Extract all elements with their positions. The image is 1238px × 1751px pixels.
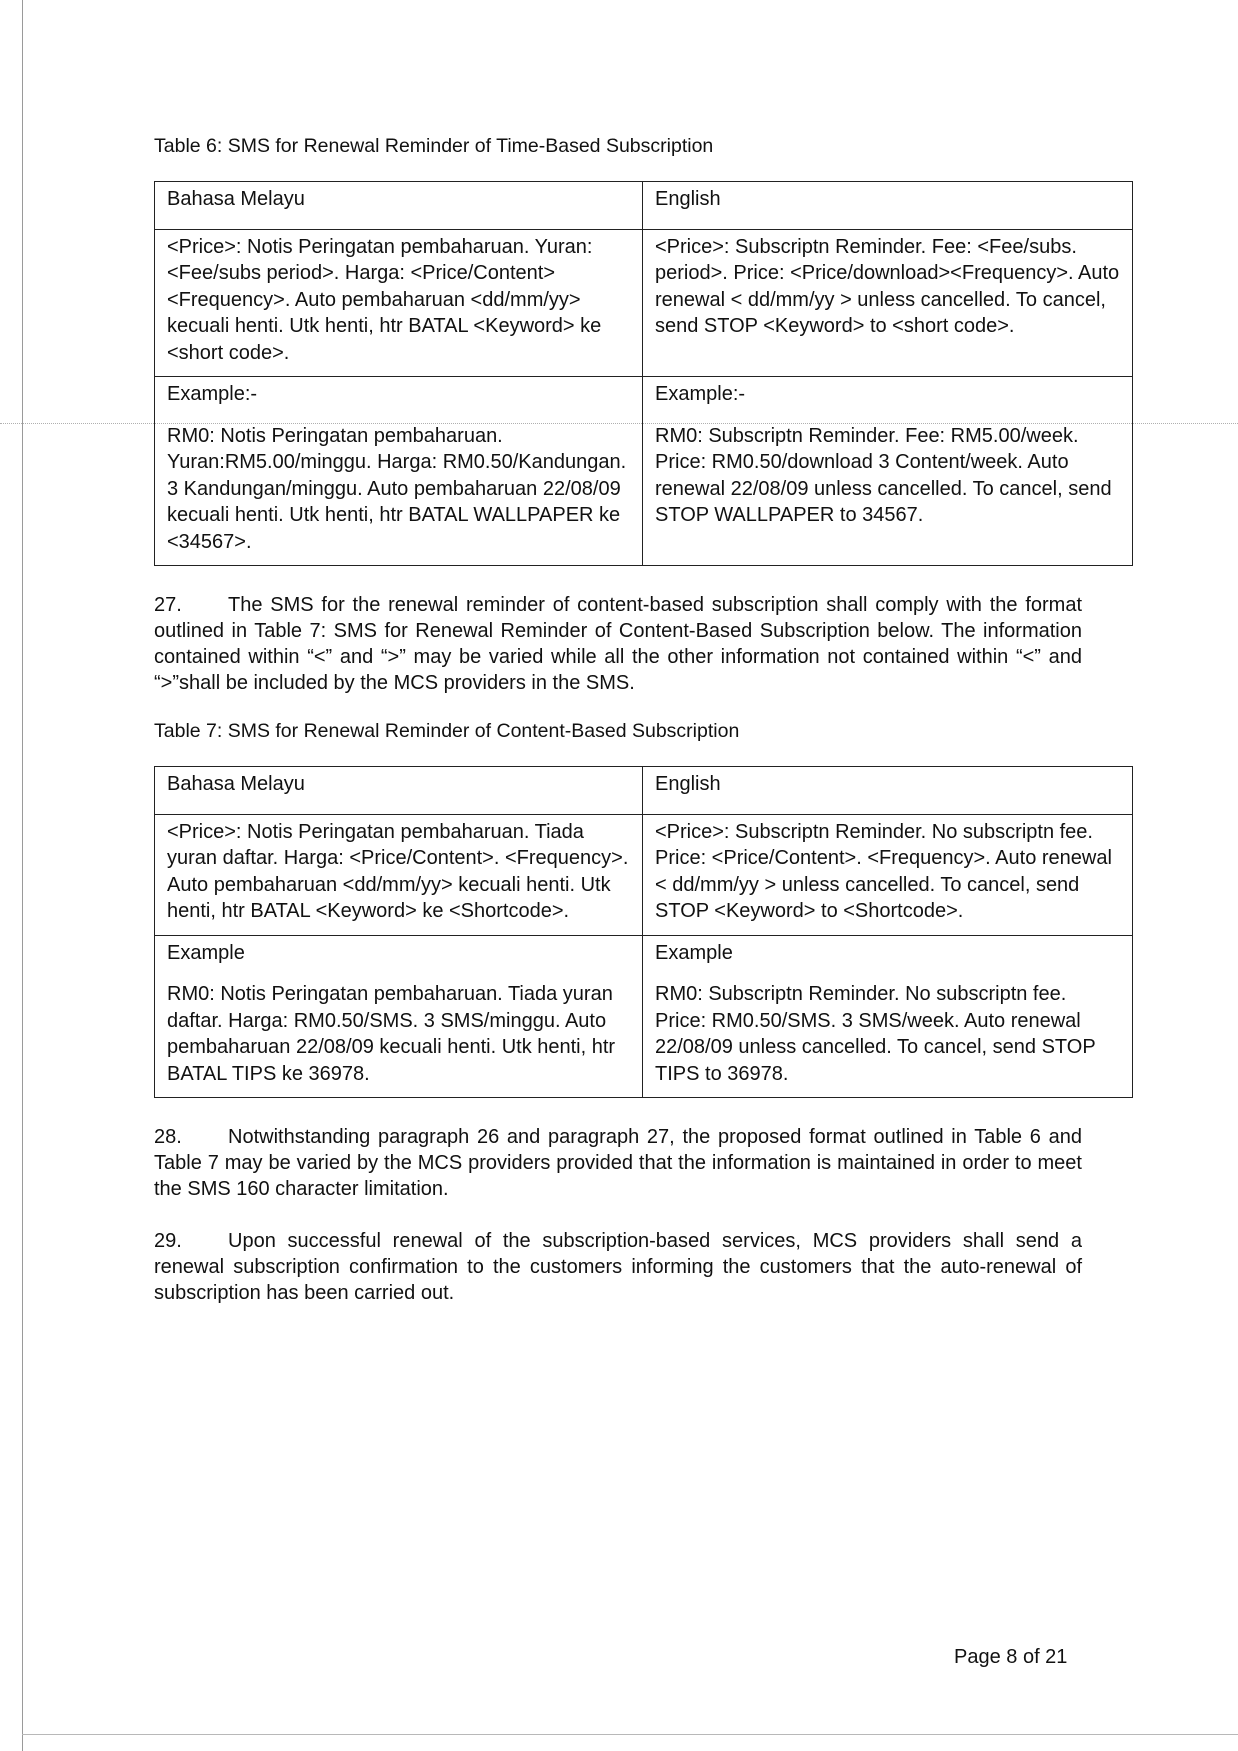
paragraph-28 bbox=[154, 1124, 1082, 1202]
table6 bbox=[154, 181, 1133, 566]
table7-example-en-cell bbox=[643, 935, 1133, 1098]
table6-example-row bbox=[155, 377, 1133, 566]
scan-bottom-edge bbox=[22, 1734, 1238, 1735]
table6-caption: Table 6: SMS for Renewal Reminder of Time-Based Subscription bbox=[154, 135, 714, 157]
table6-header-bm: Bahasa Melayu bbox=[155, 182, 643, 230]
table7-caption: Table 7: SMS for Renewal Reminder of Content-Based Subscription bbox=[154, 720, 740, 742]
table7-header-row bbox=[155, 767, 1133, 815]
paragraph-28-text: Notwithstanding paragraph 26 and paragraph 27, the proposed format outlined in Table 6 and Table 7 may be varied by the MCS providers provided that the information is maintained in order to meet the SMS 160 character limitation. bbox=[154, 1126, 1082, 1200]
table7 bbox=[154, 766, 1133, 1098]
paragraph-27-number: 27. bbox=[154, 594, 182, 616]
table6-example-bm-cell bbox=[155, 377, 643, 566]
paragraph-29-number: 29. bbox=[154, 1230, 182, 1252]
table6-example-en: RM0: Subscriptn Reminder. Fee: RM5.00/week. Price: RM0.50/download 3 Content/week. Auto renewal 22/08/09 unless cancelled. To cancel, send STOP WALLPAPER to 34567. bbox=[655, 424, 1112, 526]
paragraph-29-text: Upon successful renewal of the subscription-based services, MCS providers shall send a renewal subscription confirmation to the customers informing the customers that the auto-renewal of subscription has been carried out. bbox=[154, 1230, 1082, 1304]
paragraph-29 bbox=[154, 1228, 1082, 1306]
table7-example-label-bm: Example bbox=[167, 941, 245, 964]
table7-format-row bbox=[155, 814, 1133, 935]
table7-format-bm: <Price>: Notis Peringatan pembaharuan. Tiada yuran daftar. Harga: <Price/Content>. <Frequency>. Auto pembaharuan <dd/mm/yy> kecuali henti. Utk henti, htr BATAL <Keyword> ke <Shortcode>. bbox=[155, 814, 643, 935]
table6-format-en: <Price>: Subscriptn Reminder. Fee: <Fee/subs. period>. Price: <Price/download><Frequency>. Auto renewal < dd/mm/yy > unless cancelled. To cancel, send STOP <Keyword> to <short code>. bbox=[643, 229, 1133, 377]
table7-header-bm: Bahasa Melayu bbox=[155, 767, 643, 815]
table6-header-en: English bbox=[643, 182, 1133, 230]
table7-example-label-en: Example bbox=[655, 941, 733, 964]
table6-header-row bbox=[155, 182, 1133, 230]
table7-example-bm-cell bbox=[155, 935, 643, 1098]
page-number: Page 8 of 21 bbox=[954, 1646, 1068, 1668]
table7-header-en: English bbox=[643, 767, 1133, 815]
page-content bbox=[154, 133, 1120, 1306]
paragraph-27-text: The SMS for the renewal reminder of content-based subscription shall comply with the format outlined in Table 7: SMS for Renewal Reminder of Content-Based Subscription below. The information contained within “<” and “>” may be varied while all the other information not contained within “<” and “>”shall be included by the MCS providers in the SMS. bbox=[154, 594, 1082, 694]
table6-format-row bbox=[155, 229, 1133, 377]
table7-format-en: <Price>: Subscriptn Reminder. No subscriptn fee. Price: <Price/Content>. <Frequency>. Auto renewal < dd/mm/yy > unless cancelled. To cancel, send STOP <Keyword> to <Shortcode>. bbox=[643, 814, 1133, 935]
table7-example-bm: RM0: Notis Peringatan pembaharuan. Tiada yuran daftar. Harga: RM0.50/SMS. 3 SMS/minggu. Auto pembaharuan 22/08/09 kecuali henti. Utk henti, htr BATAL TIPS ke 36978. bbox=[167, 983, 616, 1085]
table6-example-en-cell bbox=[643, 377, 1133, 566]
table7-example-en: RM0: Subscriptn Reminder. No subscriptn fee. Price: RM0.50/SMS. 3 SMS/week. Auto renewal 22/08/09 unless cancelled. To cancel, send STOP TIPS to 36978. bbox=[655, 983, 1096, 1085]
paragraph-27 bbox=[154, 592, 1082, 696]
paragraph-28-number: 28. bbox=[154, 1126, 182, 1148]
scan-left-edge bbox=[22, 0, 23, 1751]
table6-example-bm: RM0: Notis Peringatan pembaharuan. Yuran:RM5.00/minggu. Harga: RM0.50/Kandungan. 3 Kandungan/minggu. Auto pembaharuan 22/08/09 kecuali henti. Utk henti, htr BATAL WALLPAPER ke <34567>. bbox=[167, 424, 627, 553]
table6-example-label-bm: Example:- bbox=[167, 383, 258, 405]
table6-format-bm: <Price>: Notis Peringatan pembaharuan. Yuran: <Fee/subs period>. Harga: <Price/Content><Frequency>. Auto pembaharuan <dd/mm/yy> kecuali henti. Utk henti, htr BATAL <Keyword> ke <short code>. bbox=[155, 229, 643, 377]
table6-example-label-en: Example:- bbox=[655, 383, 746, 405]
table7-example-row bbox=[155, 935, 1133, 1098]
